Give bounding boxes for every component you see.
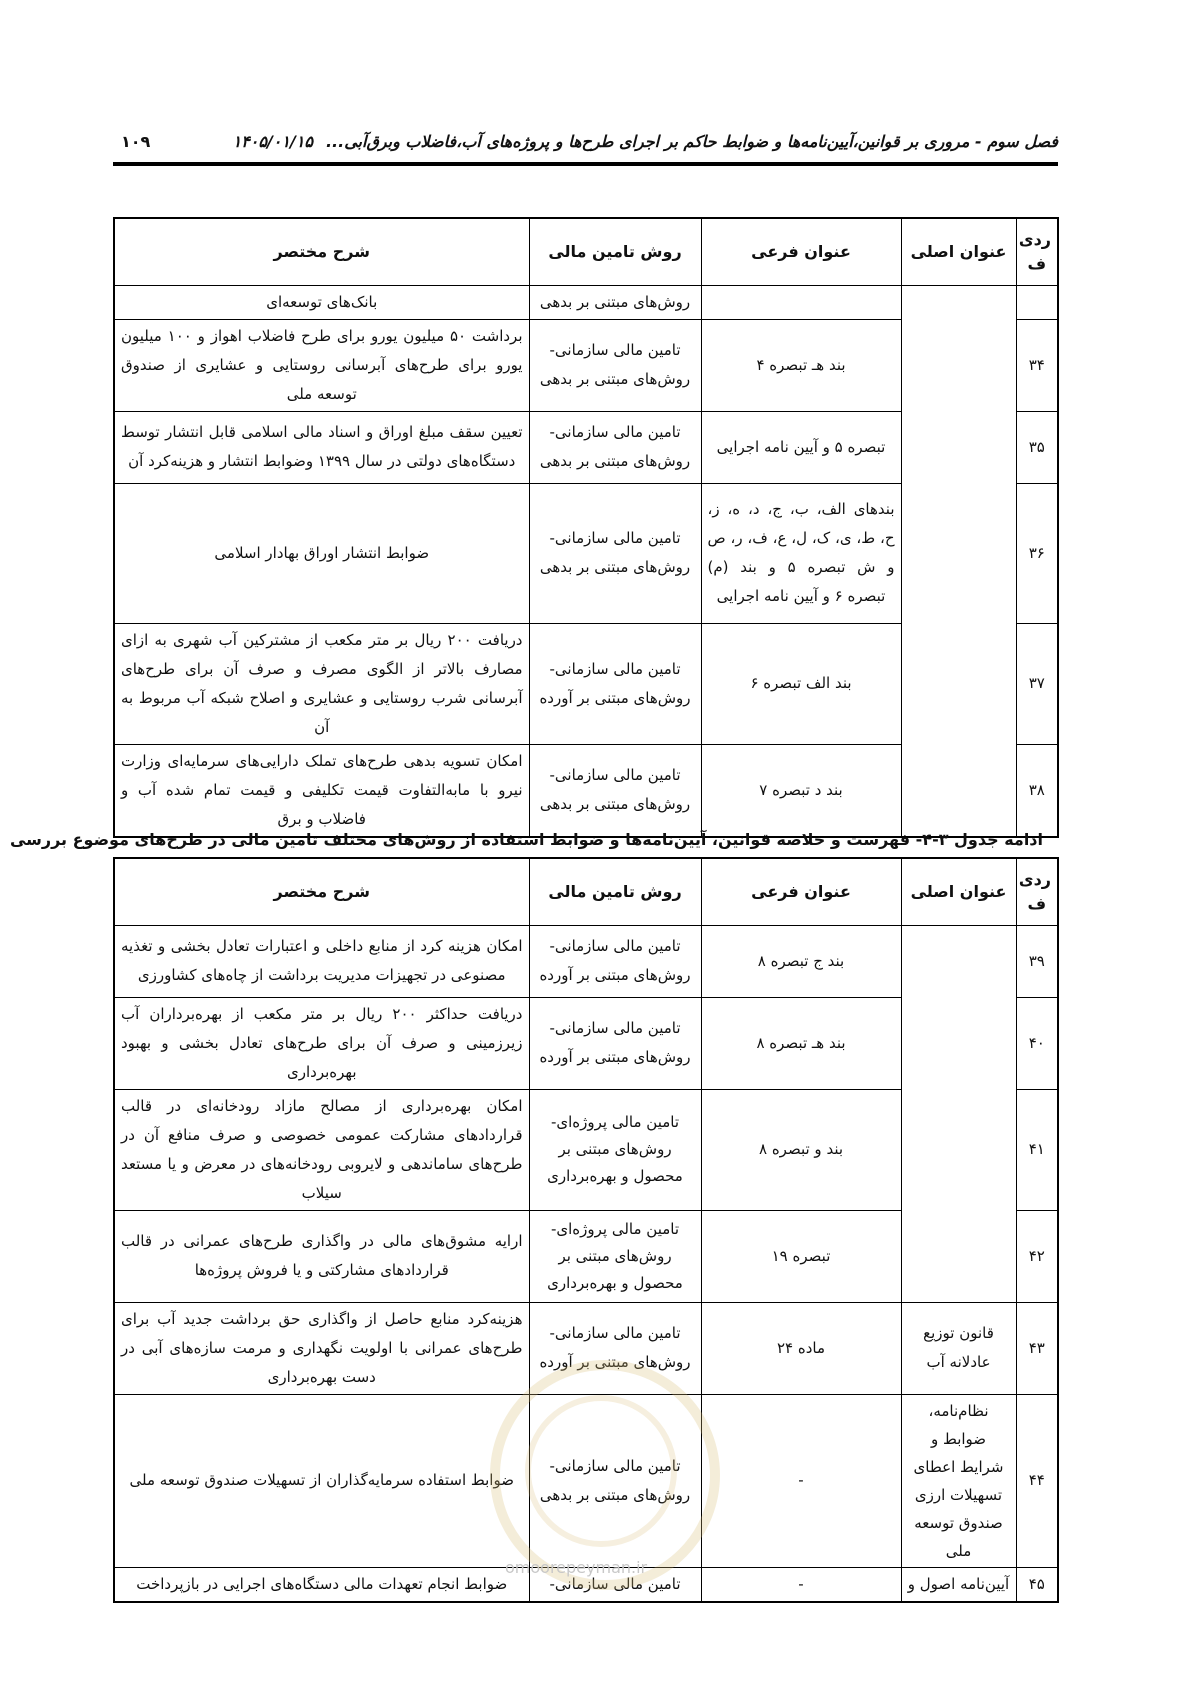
finance-cell: تامین مالی سازمانی- روش‌های مبتنی بر بدهی xyxy=(529,483,701,623)
main-title-cell: قانون توزیع عادلانه آب xyxy=(901,1302,1016,1394)
col-header-finance: روش تامین مالی xyxy=(529,858,701,925)
row-number: ۴۰ xyxy=(1016,997,1058,1089)
summary-cell: ارایه مشوق‌های مالی در واگذاری طرح‌های عمرانی در قالب قراردادهای مشارکتی و یا فروش پروژه‌ها xyxy=(114,1210,529,1302)
sub-title-cell: تبصره ۱۹ xyxy=(701,1210,901,1302)
watermark-seal xyxy=(490,1360,720,1590)
row-number: ۴۴ xyxy=(1016,1394,1058,1567)
col-header-summary: شرح مختصر xyxy=(114,858,529,925)
header-date: ۱۴۰۵/۰۱/۱۵ xyxy=(232,132,313,151)
sub-title-cell: بند الف تبصره ۶ xyxy=(701,623,901,744)
table-caption: ادامه جدول ۳-۴- فهرست و خلاصه قوانین، آیین‌نامه‌ها و ضوابط استفاده از روش‌های مختلف تامین مالی در طرح‌های موضوع بررسی xyxy=(9,830,1043,849)
table-row xyxy=(114,285,1058,319)
summary-cell: ضوابط انجام تعهدات مالی دستگاه‌های اجرایی در بازپرداخت xyxy=(114,1567,529,1602)
main-title-cell: آیین‌نامه اصول و xyxy=(901,1567,1016,1602)
summary-cell: دریافت حداکثر ۲۰۰ ریال بر متر مکعب از بهره‌برداران آب زیرزمینی و صرف آن برای طرح‌های تعادل بخشی و بهبود بهره‌برداری xyxy=(114,997,529,1089)
finance-cell: تامین مالی پروژه‌ای- روش‌های مبتنی بر محصول و بهره‌برداری xyxy=(529,1089,701,1210)
finance-cell: تامین مالی سازمانی- روش‌های مبتنی بر آورده xyxy=(529,997,701,1089)
finance-cell: تامین مالی سازمانی- روش‌های مبتنی بر بدهی xyxy=(529,744,701,837)
footer-url: omoorepeyman.ir xyxy=(505,1558,648,1577)
col-header-row: ردی ف xyxy=(1016,218,1058,285)
sub-title-cell: بند هـ تبصره ۴ xyxy=(701,319,901,411)
sub-title-cell: بند و تبصره ۸ xyxy=(701,1089,901,1210)
col-header-row: ردی ف xyxy=(1016,858,1058,925)
col-header-main-title: عنوان اصلی xyxy=(901,218,1016,285)
row-number: ۳۸ xyxy=(1016,744,1058,837)
row-number: ۴۱ xyxy=(1016,1089,1058,1210)
col-header-finance: روش تامین مالی xyxy=(529,218,701,285)
finance-cell: تامین مالی سازمانی- روش‌های مبتنی بر بدهی xyxy=(529,1394,701,1567)
sub-title-cell: بندهای الف، ب، ج، د، ه، ز، ح، ط، ی، ک، ل، ع، ف، ر، ص و ش تبصره ۵ و بند (م) تبصره ۶ و آیین نامه اجرایی xyxy=(701,483,901,623)
sub-title-cell: - xyxy=(701,1567,901,1602)
finance-cell: روش‌های مبتنی بر بدهی xyxy=(529,285,701,319)
laws-table-1 xyxy=(113,217,1059,838)
row-number: ۴۲ xyxy=(1016,1210,1058,1302)
row-number: ۳۵ xyxy=(1016,411,1058,483)
finance-cell: تامین مالی سازمانی- روش‌های مبتنی بر آورده xyxy=(529,623,701,744)
row-number: ۴۳ xyxy=(1016,1302,1058,1394)
row-number: ۳۷ xyxy=(1016,623,1058,744)
sub-title-cell: بند هـ تبصره ۸ xyxy=(701,997,901,1089)
sub-title-cell: تبصره ۵ و آیین نامه اجرایی xyxy=(701,411,901,483)
sub-title-cell: - xyxy=(701,1394,901,1567)
col-header-sub-title: عنوان فرعی xyxy=(701,858,901,925)
summary-cell: بانک‌های توسعه‌ای xyxy=(114,285,529,319)
row-number: ۳۴ xyxy=(1016,319,1058,411)
summary-cell: هزینه‌کرد منابع حاصل از واگذاری حق برداشت جدید آب برای طرح‌های عمرانی با اولویت نگهداری و مرمت سازه‌های آبی در دست بهره‌برداری xyxy=(114,1302,529,1394)
header-rule xyxy=(113,162,1058,166)
sub-title-cell: ماده ۲۴ xyxy=(701,1302,901,1394)
finance-cell: تامین مالی پروژه‌ای- روش‌های مبتنی بر محصول و بهره‌برداری xyxy=(529,1210,701,1302)
main-title-cell xyxy=(901,285,1016,837)
summary-cell: ضوابط انتشار اوراق بهادار اسلامی xyxy=(114,483,529,623)
summary-cell: برداشت ۵۰ میلیون یورو برای طرح فاضلاب اهواز و ۱۰۰ میلیون یورو برای طرح‌های آبرسانی روستایی و عشایری از صندوق توسعه ملی xyxy=(114,319,529,411)
row-number: ۳۶ xyxy=(1016,483,1058,623)
table-row xyxy=(114,925,1058,997)
finance-cell: تامین مالی سازمانی- روش‌های مبتنی بر بدهی xyxy=(529,411,701,483)
main-title-cell xyxy=(901,925,1016,1302)
summary-cell: ضوابط استفاده سرمایه‌گذاران از تسهیلات صندوق توسعه ملی xyxy=(114,1394,529,1567)
sub-title-cell: بند د تبصره ۷ xyxy=(701,744,901,837)
finance-cell: تامین مالی سازمانی- روش‌های مبتنی بر بدهی xyxy=(529,319,701,411)
summary-cell: امکان تسویه بدهی طرح‌های تملک دارایی‌های سرمایه‌ای وزارت نیرو با مابه‌التفاوت قیمت تکلیفی و قیمت تمام شده آب و فاضلاب و برق xyxy=(114,744,529,837)
col-header-sub-title: عنوان فرعی xyxy=(701,218,901,285)
summary-cell: تعیین سقف مبلغ اوراق و اسناد مالی اسلامی قابل انتشار توسط دستگاه‌های دولتی در سال ۱۳۹۹ وضوابط انتشار و هزینه‌کرد آن xyxy=(114,411,529,483)
col-header-main-title: عنوان اصلی xyxy=(901,858,1016,925)
row-number: ۴۵ xyxy=(1016,1567,1058,1602)
row-number: ۳۹ xyxy=(1016,925,1058,997)
summary-cell: امکان هزینه کرد از منابع داخلی و اعتبارات تعادل بخشی و تغذیه مصنوعی در تجهیزات مدیریت برداشت از چاه‌های کشاورزی xyxy=(114,925,529,997)
finance-cell: تامین مالی سازمانی- xyxy=(529,1567,701,1602)
chapter-title: فصل سوم - مروری بر قوانین،آیین‌نامه‌ها و ضوابط حاکم بر اجرای طرح‌ها و پروژه‌های آب،فاضلاب وبرق‌آبی... xyxy=(325,132,1058,151)
page-number: ۱۰۹ xyxy=(121,132,151,151)
finance-cell: تامین مالی سازمانی- روش‌های مبتنی بر آورده xyxy=(529,925,701,997)
finance-cell: تامین مالی سازمانی- روش‌های مبتنی بر آورده xyxy=(529,1302,701,1394)
summary-cell: دریافت ۲۰۰ ریال بر متر مکعب از مشترکین آب شهری به ازای مصارف بالاتر از الگوی مصرف و صرف آن برای طرح‌های آبرسانی شرب روستایی و عشایری و اصلاح شبکه آب مربوط به آن xyxy=(114,623,529,744)
summary-cell: امکان بهره‌برداری از مصالح مازاد رودخانه‌ای در قالب قراردادهای مشارکت عمومی خصوصی و صرف منافع آن در طرح‌های ساماندهی و لایروبی رودخانه‌های در معرض و یا مستعد سیلاب xyxy=(114,1089,529,1210)
sub-title-cell: بند ج تبصره ۸ xyxy=(701,925,901,997)
page-header xyxy=(113,128,1058,168)
main-title-cell: نظام‌نامه، ضوابط و شرایط اعطای تسهیلات ارزی صندوق توسعه ملی xyxy=(901,1394,1016,1567)
col-header-summary: شرح مختصر xyxy=(114,218,529,285)
